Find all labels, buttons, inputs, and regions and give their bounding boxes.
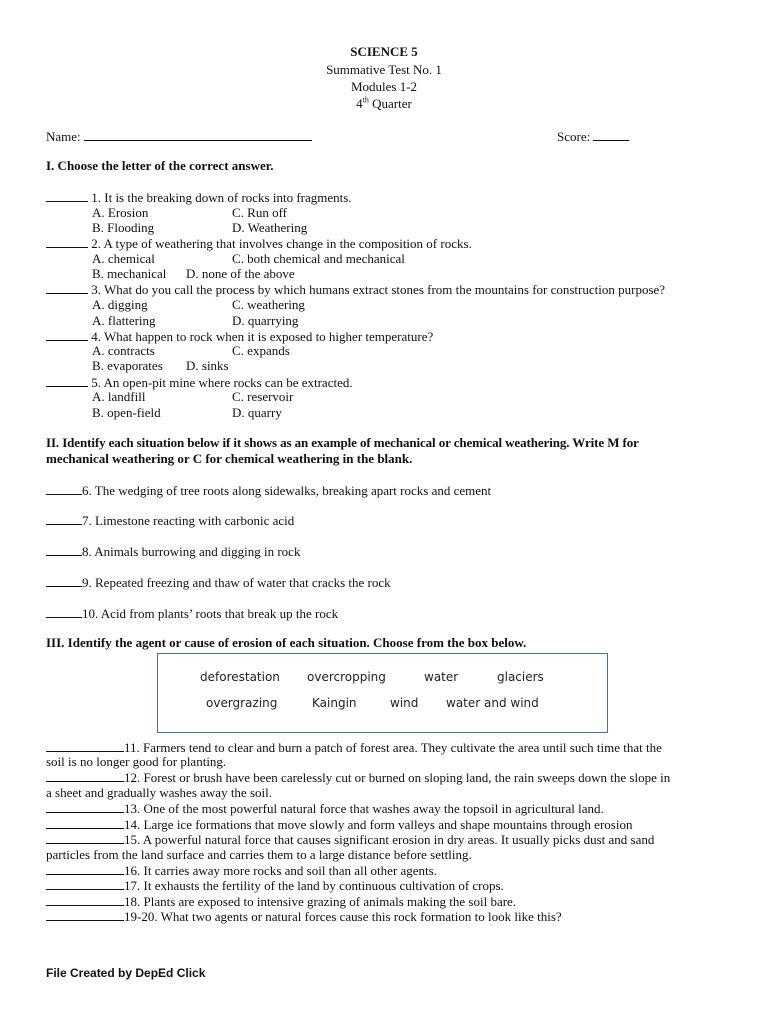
answer-blank[interactable] (46, 739, 124, 752)
question-text: 3. What do you call the process by which humans extract stones from the mountains for construction purpose? (91, 282, 666, 297)
part3-item (46, 877, 504, 894)
part3-item-cont: particles from the land surface and carries them to a large distance before settling. (46, 847, 472, 862)
item-text: 15. A powerful natural force that causes significant erosion in dry areas. It usually picks dust and sand (124, 832, 655, 847)
answer-blank[interactable] (46, 831, 124, 844)
choice-a: A. landfill (92, 389, 146, 404)
choice-a: A. Erosion (92, 205, 149, 220)
choice-d: D. sinks (186, 358, 229, 373)
answer-blank[interactable] (46, 574, 82, 587)
answer-blank[interactable] (46, 877, 124, 890)
score-line (557, 128, 629, 145)
item-text: 12. Forest or brush have been carelessly cut or burned on sloping land, the rain sweeps down the slope in (124, 770, 671, 785)
doc-subtitle: Summative Test No. 1 (326, 62, 442, 77)
choice-d: D. quarry (232, 405, 282, 420)
part2-item (46, 574, 391, 591)
answer-blank[interactable] (46, 816, 124, 829)
answer-blank[interactable] (46, 862, 124, 875)
answer-blank[interactable] (46, 543, 82, 556)
part1-question (46, 235, 472, 252)
answer-blank[interactable] (46, 908, 124, 921)
choice-a: A. digging (92, 297, 148, 312)
part3-item-cont: soil is no longer good for planting. (46, 754, 227, 769)
doc-modules: Modules 1-2 (350, 79, 418, 94)
part1-heading: I. Choose the letter of the correct answer. (46, 158, 274, 173)
part3-heading: III. Identify the agent or cause of erosion of each situation. Choose from the box below. (46, 635, 527, 650)
score-field[interactable] (593, 128, 629, 141)
answer-blank[interactable] (46, 893, 124, 906)
choice-word: wind (390, 696, 419, 710)
answer-blank[interactable] (46, 374, 88, 387)
answer-blank[interactable] (46, 800, 124, 813)
choice-word: water (424, 670, 459, 684)
answer-blank[interactable] (46, 189, 88, 202)
choice-a: A. contracts (92, 343, 155, 358)
part2-item (46, 512, 294, 529)
choice-d: D. Weathering (232, 220, 308, 235)
part2-heading-line2: mechanical weathering or C for chemical weathering in the blank. (46, 451, 413, 466)
item-text: 8. Animals burrowing and digging in rock (82, 544, 301, 559)
item-text: 18. Plants are exposed to intensive grazing of animals making the soil bare. (124, 894, 517, 909)
part2-item (46, 482, 491, 499)
choice-b: B. evaporates (92, 358, 163, 373)
choice-word: deforestation (200, 670, 280, 684)
item-text: 16. It carries away more rocks and soil than all other agents. (124, 863, 437, 878)
name-field[interactable] (84, 128, 312, 141)
answer-blank[interactable] (46, 769, 124, 782)
item-text: 6. The wedging of tree roots along sidewalks, breaking apart rocks and cement (82, 483, 492, 498)
footer-credit: File Created by DepEd Click (46, 966, 206, 980)
choice-b: B. mechanical (92, 266, 167, 281)
choice-b: B. open-field (92, 405, 161, 420)
answer-blank[interactable] (46, 328, 88, 341)
name-line (46, 128, 312, 145)
question-text: 1. It is the breaking down of rocks into fragments. (91, 190, 352, 205)
part1-question (46, 281, 665, 298)
choice-word: glaciers (497, 670, 544, 684)
name-label: Name: (46, 129, 81, 144)
answer-blank[interactable] (46, 235, 88, 248)
item-text: 7. Limestone reacting with carbonic acid (82, 513, 295, 528)
question-text: 4. What happen to rock when it is exposed to higher temperature? (91, 329, 434, 344)
item-text: 19-20. What two agents or natural forces cause this rock formation to look like this? (124, 909, 562, 924)
choice-word: overgrazing (206, 696, 278, 710)
answer-blank[interactable] (46, 512, 82, 525)
choice-c: C. Run off (232, 205, 288, 220)
score-label: Score: (557, 129, 591, 144)
question-text: 2. A type of weathering that involves change in the composition of rocks. (91, 236, 472, 251)
item-text: 9. Repeated freezing and thaw of water that cracks the rock (82, 575, 391, 590)
part3-item-cont: a sheet and gradually washes away the soil. (46, 785, 272, 800)
choice-d: D. quarrying (232, 313, 299, 328)
answer-blank[interactable] (46, 605, 82, 618)
part3-item (46, 800, 604, 817)
part3-item (46, 908, 562, 925)
quarter-word: Quarter (368, 96, 412, 111)
part2-item (46, 605, 338, 622)
choice-c: C. expands (232, 343, 290, 358)
item-text: 17. It exhausts the fertility of the land by continuous cultivation of crops. (124, 878, 504, 893)
choice-word: water and wind (446, 696, 539, 710)
choice-word: Kaingin (312, 696, 357, 710)
doc-title: SCIENCE 5 (350, 44, 418, 59)
choice-b: B. Flooding (92, 220, 155, 235)
part3-item (46, 769, 670, 786)
quarter-number: 4 (356, 96, 363, 111)
choice-word: overcropping (307, 670, 386, 684)
item-text: 10. Acid from plants’ roots that break up the rock (82, 606, 339, 621)
quarter-suffix: th (362, 95, 369, 105)
choice-a: A. chemical (92, 251, 155, 266)
item-text: 13. One of the most powerful natural force that washes away the topsoil in agricultural land. (124, 801, 604, 816)
item-text: 14. Large ice formations that move slowly and form valleys and shape mountains through erosion (124, 817, 633, 832)
choice-c: C. reservoir (232, 389, 294, 404)
doc-quarter (0, 96, 768, 112)
choice-d: D. none of the above (186, 266, 295, 281)
choice-c: C. both chemical and mechanical (232, 251, 405, 266)
part3-item (46, 831, 654, 848)
choice-b: A. flattering (92, 313, 156, 328)
choice-c: C. weathering (232, 297, 305, 312)
part1-question (46, 189, 352, 206)
answer-blank[interactable] (46, 281, 88, 294)
part2-heading-line1: II. Identify each situation below if it shows as an example of mechanical or chemical weathering. Write M for (46, 435, 639, 450)
choices-box (157, 653, 608, 733)
part2-item (46, 543, 300, 560)
question-text: 5. An open-pit mine where rocks can be extracted. (91, 375, 353, 390)
answer-blank[interactable] (46, 482, 82, 495)
item-text: 11. Farmers tend to clear and burn a patch of forest area. They cultivate the area until such time that the (124, 740, 662, 755)
